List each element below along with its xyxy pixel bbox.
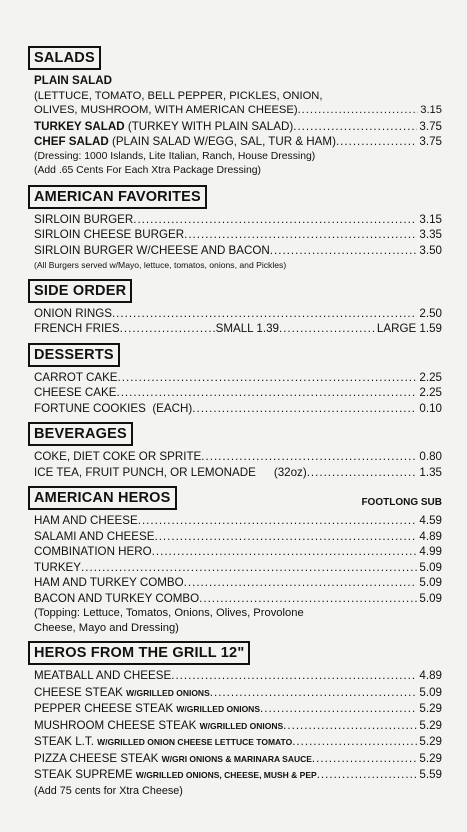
grill-header: HEROS FROM THE GRILL 12" [28,641,250,665]
beverages-header: BEVERAGES [28,422,133,446]
american-heros-section [28,486,442,635]
tea-item: ICE TEA, FRUIT PUNCH, OR LEMONADE (32oz) ..... 1.35 [34,465,442,481]
side-order-header: SIDE ORDER [28,279,132,303]
menu-item: CARROT CAKE ..... 2.25 [34,370,442,386]
american-favorites-section [28,185,442,273]
plain-salad-desc: (LETTUCE, TOMATO, BELL PEPPER, PICKLES, ONION, [34,89,323,102]
grill-section [28,641,442,798]
menu-item: STEAK L.T. W/GRILLED ONION CHEESE LETTUCE TOMATO ..... 5.29 [34,734,442,751]
onion-rings-item: ONION RINGS ..... 2.50 [34,306,442,322]
desserts-section [28,343,442,417]
menu-item: CHEESE STEAK W/GRILLED ONIONS ..... 5.09 [34,685,442,702]
menu-item: HAM AND CHEESE ..... 4.59 [34,513,442,529]
menu-item: COMBINATION HERO ..... 4.99 [34,544,442,560]
side-order-section [28,279,442,337]
menu-item: PEPPER CHEESE STEAK W/GRILLED ONIONS ..... 5.29 [34,701,442,718]
menu-item: BACON AND TURKEY COMBO ..... 5.09 [34,591,442,607]
turkey-salad-item: TURKEY SALAD (TURKEY WITH PLAIN SALAD) ..... 3.75 [34,119,442,135]
burger-note: (All Burgers served w/Mayo, lettuce, tomatos, onions, and Pickles) [34,260,287,270]
menu-item: FORTUNE COOKIES (EACH) ..... 0.10 [34,401,442,417]
menu-item: SIRLOIN BURGER W/CHEESE AND BACON ..... 3.50 [34,243,442,259]
menu-item: MUSHROOM CHEESE STEAK W/GRILLED ONIONS ..... 5.29 [34,718,442,735]
menu-item: CHEESE CAKE ..... 2.25 [34,385,442,401]
american-favorites-header: AMERICAN FAVORITES [28,185,207,209]
menu-item: PIZZA CHEESE STEAK W/GRI ONIONS & MARINARA SAUCE ..... 5.29 [34,751,442,768]
american-heros-header: AMERICAN HEROS [28,486,177,510]
desserts-header: DESSERTS [28,343,120,367]
soda-item: COKE, DIET COKE OR SPRITE ..... 0.80 [34,449,442,465]
menu-item: TURKEY ..... 5.09 [34,560,442,576]
footlong-label: FOOTLONG SUB [361,497,442,508]
salads-section [28,46,442,179]
topping-note-2: Cheese, Mayo and Dressing) [34,621,179,634]
menu-item: SIRLOIN CHEESE BURGER ..... 3.35 [34,227,442,243]
topping-note: (Topping: Lettuce, Tomatos, Onions, Olives, Provolone [34,607,304,619]
beverages-section [28,422,442,480]
extra-dressing-note: (Add .65 Cents For Each Xtra Package Dressing) [34,165,261,176]
dressing-note: (Dressing: 1000 Islands, Lite Italian, Ranch, House Dressing) [34,150,316,162]
salads-header: SALADS [28,46,101,70]
menu-item: SALAMI AND CHEESE ..... 4.89 [34,529,442,545]
menu-item: SIRLOIN BURGER ..... 3.15 [34,212,442,228]
menu-item: MEATBALL AND CHEESE ..... 4.89 [34,668,442,685]
chef-salad-item: CHEF SALAD (PLAIN SALAD W/EGG, SAL, TUR & HAM) ..... 3.75 [34,134,442,150]
french-fries-item: FRENCH FRIES ..... SMALL 1.39 ..... LARGE 1.59 [34,321,442,337]
menu-page [28,46,442,804]
plain-salad-item: OLIVES, MUSHROOM, WITH AMERICAN CHEESE) ..... 3.15 [34,103,442,119]
xtra-cheese-note: (Add 75 cents for Xtra Cheese) [34,784,183,797]
menu-item: HAM AND TURKEY COMBO ..... 5.09 [34,575,442,591]
plain-salad-title: PLAIN SALAD [34,74,112,87]
menu-item: STEAK SUPREME W/GRILLED ONIONS, CHEESE, MUSH & PEP ..... 5.59 [34,767,442,784]
